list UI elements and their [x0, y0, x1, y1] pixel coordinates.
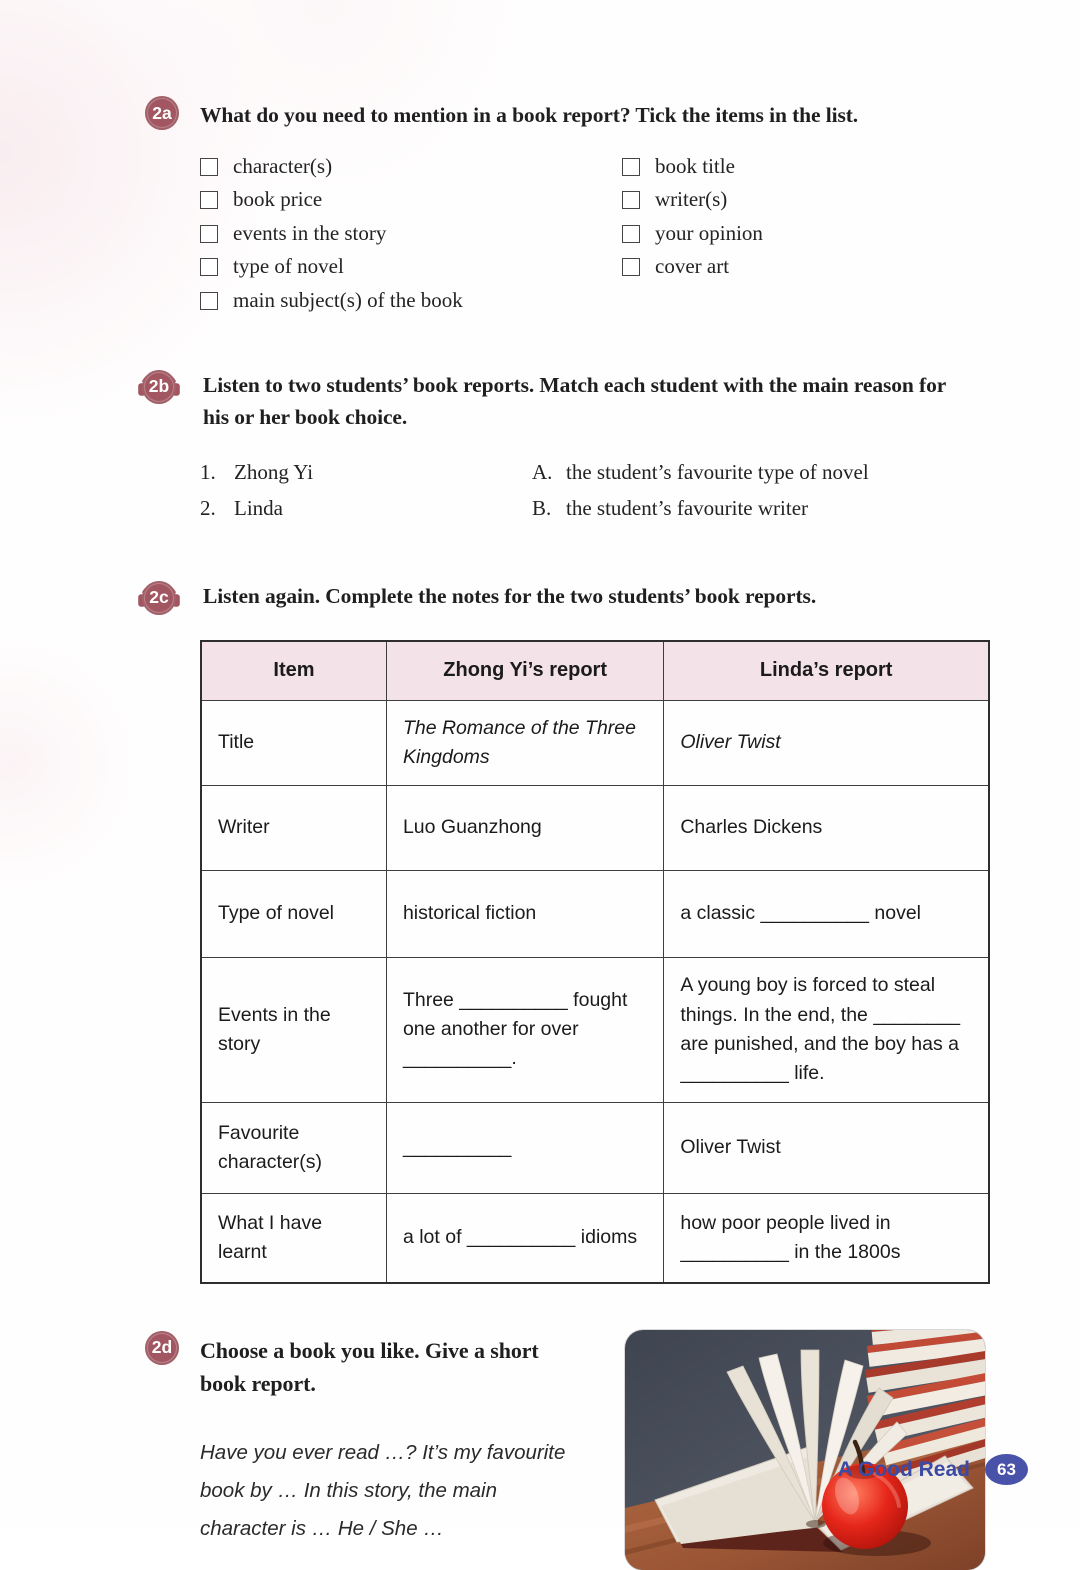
- speaking-example-text: Have you ever read …? It’s my favourite book by … In this story, the main character is … He / She …: [200, 1440, 566, 1541]
- checklist-item: [200, 183, 622, 217]
- match-number: 2.: [200, 495, 216, 520]
- linda-cell: Charles Dickens: [664, 785, 989, 870]
- checkbox[interactable]: [622, 258, 640, 276]
- match-student-name: Zhong Yi: [234, 460, 314, 485]
- checklist-item-label: cover art: [655, 254, 730, 278]
- row-label: Events in the story: [201, 957, 386, 1102]
- unit-title: A Good Read: [837, 1457, 970, 1481]
- linda-cell: Oliver Twist: [664, 700, 989, 785]
- match-letter: A.: [532, 460, 553, 485]
- match-student-name: Linda: [234, 495, 283, 520]
- checklist-item: [200, 149, 622, 183]
- activity-2a-title: What do you need to mention in a book report? Tick the items in the list.: [200, 103, 859, 127]
- section-2c: [145, 576, 1030, 616]
- row-label: Title: [201, 700, 386, 785]
- match-option-b: [532, 491, 869, 526]
- page-number-badge: 63: [985, 1454, 1028, 1485]
- checkbox[interactable]: [622, 158, 640, 176]
- activity-2b-title: Listen to two students’ book reports. Match each student with the main reason for his or her book choice.: [203, 372, 946, 429]
- table-row: [201, 1102, 989, 1193]
- book-photo: [625, 1330, 985, 1570]
- checklist-item-label: your opinion: [655, 220, 763, 245]
- checklist-item: [622, 250, 763, 284]
- checklist-item: [622, 149, 763, 183]
- checklist-item: [200, 283, 622, 317]
- match-options-column: [532, 455, 869, 526]
- section-2d: [145, 1330, 1030, 1570]
- zhong-cell: a lot of __________ idioms: [386, 1193, 663, 1283]
- column-header-linda: Linda’s report: [664, 641, 989, 701]
- match-option-text: the student’s favourite writer: [566, 495, 809, 520]
- checkbox[interactable]: [200, 158, 218, 176]
- checklist-item-label: character(s): [233, 153, 333, 178]
- match-exercise-2b: [200, 455, 1030, 526]
- notes-table: [200, 640, 990, 1284]
- linda-cell: how poor people lived in __________ in the 1800s: [664, 1193, 989, 1283]
- section-2a: [145, 95, 1030, 131]
- checkbox[interactable]: [622, 191, 640, 209]
- table-row: [201, 870, 989, 957]
- match-student-1: [200, 455, 532, 490]
- checklist-item-label: main subject(s) of the book: [233, 287, 463, 312]
- section-2b: [145, 365, 1030, 434]
- checkbox[interactable]: [200, 258, 218, 276]
- row-label: Type of novel: [201, 870, 386, 957]
- activity-2d-title: Choose a book you like. Give a short book report.: [200, 1337, 539, 1396]
- checklist-right-column: [622, 149, 763, 317]
- checklist-left-column: [200, 149, 622, 317]
- checklist-item-label: events in the story: [233, 220, 387, 245]
- match-number: 1.: [200, 460, 216, 485]
- activity-badge-2a: 2a: [145, 96, 179, 130]
- linda-cell: A young boy is forced to steal things. In the end, the ________ are punished, and the boy has a __________ life.: [664, 957, 989, 1102]
- checklist-2a: [200, 149, 1030, 317]
- checkbox[interactable]: [200, 191, 218, 209]
- column-header-item: Item: [201, 641, 386, 701]
- linda-cell: Oliver Twist: [664, 1102, 989, 1193]
- match-letter: B.: [532, 495, 552, 520]
- row-label: Writer: [201, 785, 386, 870]
- open-book-apple-illustration: [625, 1330, 985, 1570]
- notes-table-header: [201, 641, 989, 701]
- zhong-cell: historical fiction: [386, 870, 663, 957]
- section-2d-text: [145, 1330, 590, 1570]
- page-footer: [838, 1454, 1028, 1485]
- row-label: What I have learnt: [201, 1193, 386, 1283]
- zhong-cell: Three __________ fought one another for over __________.: [386, 957, 663, 1102]
- zhong-cell: The Romance of the Three Kingdoms: [386, 700, 663, 785]
- checklist-item-label: book title: [655, 153, 735, 178]
- match-option-a: [532, 455, 869, 490]
- table-row: [201, 957, 989, 1102]
- activity-badge-2b: 2b: [142, 370, 176, 404]
- checkbox[interactable]: [200, 225, 218, 243]
- checklist-item: [622, 216, 763, 250]
- zhong-cell: Luo Guanzhong: [386, 785, 663, 870]
- activity-2c-title: Listen again. Complete the notes for the two students’ book reports.: [203, 583, 817, 608]
- checklist-item-label: type of novel: [233, 254, 344, 278]
- table-row: [201, 1193, 989, 1283]
- checklist-item: [200, 250, 622, 284]
- activity-badge-2d: 2d: [145, 1331, 179, 1365]
- activity-badge-2c: 2c: [142, 581, 176, 615]
- linda-cell: a classic __________ novel: [664, 870, 989, 957]
- row-label: Favourite character(s): [201, 1102, 386, 1193]
- match-student-2: [200, 491, 532, 526]
- checkbox[interactable]: [200, 292, 218, 310]
- table-row: [201, 700, 989, 785]
- table-row: [201, 785, 989, 870]
- zhong-cell: __________: [386, 1102, 663, 1193]
- headphones-icon: [136, 572, 182, 616]
- checkbox[interactable]: [622, 225, 640, 243]
- checklist-item: [200, 216, 622, 250]
- column-header-zhong: Zhong Yi’s report: [386, 641, 663, 701]
- checklist-item: [622, 183, 763, 217]
- checklist-item-label: book price: [233, 187, 323, 211]
- headphones-icon: [136, 361, 182, 405]
- match-option-text: the student’s favourite type of novel: [566, 460, 869, 485]
- match-students-column: [200, 455, 532, 526]
- checklist-item-label: writer(s): [655, 187, 728, 211]
